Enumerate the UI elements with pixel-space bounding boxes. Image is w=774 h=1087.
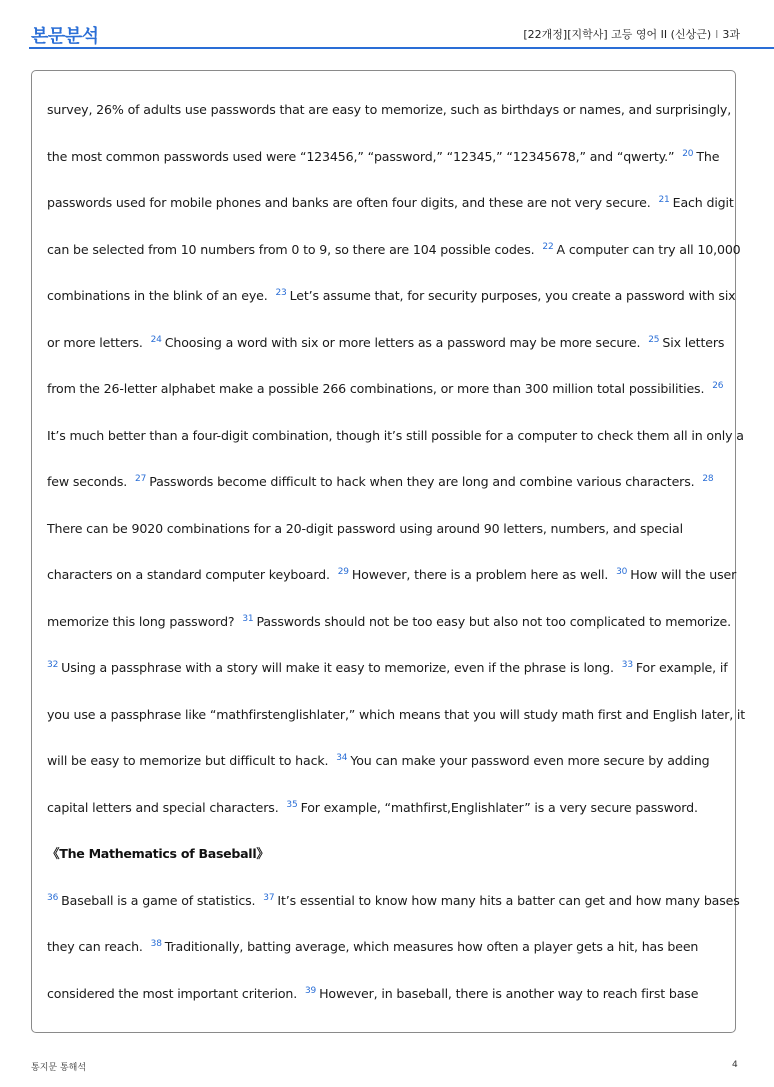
passage-line <box>47 599 731 646</box>
course-info <box>523 26 740 42</box>
sentence-text: You can make your password even more secure by adding <box>350 753 710 768</box>
sentence-text: Choosing a word with six or more letters as a password may be more secure. <box>164 334 645 350</box>
sentence-text: passwords used for mobile phones and banks are often four digits, and these are not very secure. <box>47 195 655 210</box>
sentence-text: the most common passwords used were “123456,” “password,” “12345,” “12345678,” and “qwerty.” <box>47 148 679 164</box>
sentence-text: Baseball is a game of statistics. <box>61 892 260 908</box>
sentence-text: Traditionally, batting average, which measures how often a player gets a hit, has been <box>164 939 699 954</box>
passage-line <box>47 878 740 925</box>
sentence-text: you use a passphrase like “mathfirstenglishlater,” which means that you will study math first and English later, it <box>47 706 746 722</box>
passage-line <box>47 134 721 181</box>
passage-line <box>47 87 732 134</box>
header-separator: I <box>715 28 719 41</box>
sentence-text: There can be 9020 combinations for a 20-digit password using around 90 letters, numbers, and special <box>47 520 683 536</box>
sentence-number: 27 <box>135 474 147 484</box>
sentence-number: 31 <box>242 613 254 624</box>
passage-line <box>47 180 734 227</box>
sentence-text: characters on a standard computer keyboard. <box>47 567 334 582</box>
passage-line <box>47 831 721 878</box>
passage-line <box>47 924 721 971</box>
sentence-number: 29 <box>337 567 349 577</box>
sentence-text: A computer can try all 10,000 <box>556 241 741 257</box>
passage-line <box>47 785 721 832</box>
sentence-text: It’s much better than a four-digit combination, though it’s still possible for a computer to check them all in only a <box>47 427 744 443</box>
sentence-text: combinations in the blink of an eye. <box>47 288 272 303</box>
passage-line <box>47 320 725 367</box>
footer-label: 통지문 통해석 <box>31 1063 87 1073</box>
sentence-number: 33 <box>621 660 633 670</box>
passage-line <box>47 692 746 739</box>
passage-line <box>47 227 741 274</box>
section-subtitle: 《The Mathematics of Baseball》 <box>47 846 269 861</box>
passage-line <box>47 459 721 506</box>
sentence-number: 26 <box>712 381 724 391</box>
sentence-text: they can reach. <box>47 939 147 954</box>
sentence-text: Each digit <box>672 195 734 210</box>
sentence-number: 28 <box>702 474 714 484</box>
sentence-number: 20 <box>682 148 694 159</box>
passage-line <box>47 971 721 1018</box>
sentence-number: 24 <box>150 334 162 345</box>
sentence-text: can be selected from 10 numbers from 0 to 9, so there are 104 possible codes. <box>47 241 539 257</box>
sentence-text: For example, “mathfirst,Englishlater” is a very secure password. <box>300 799 698 815</box>
passage-line <box>47 366 724 413</box>
sentence-text: Six letters <box>662 334 725 350</box>
sentence-text: Using a passphrase with a story will make it easy to memorize, even if the phrase is long. <box>61 660 618 675</box>
passage-line <box>47 738 721 785</box>
sentence-text: Passwords should not be too easy but also not too complicated to memorize. <box>256 613 731 629</box>
passage-line <box>47 506 721 553</box>
sentence-text: How will the user <box>630 567 737 582</box>
sentence-text: will be easy to memorize but difficult to hack. <box>47 753 333 768</box>
passage-line <box>47 552 737 599</box>
sentence-text: It’s essential to know how many hits a batter can get and how many bases <box>277 892 740 908</box>
sentence-text: capital letters and special characters. <box>47 799 283 815</box>
sentence-number: 34 <box>336 753 348 763</box>
sentence-text: considered the most important criterion. <box>47 985 301 1001</box>
sentence-number: 39 <box>304 985 317 996</box>
passage-body <box>47 87 746 1017</box>
sentence-number: 22 <box>542 241 554 252</box>
sentence-number: 32 <box>47 660 59 670</box>
sentence-text: Let’s assume that, for security purposes, you create a password with six <box>289 288 736 303</box>
page-number: 4 <box>732 1060 738 1070</box>
section-title: 본문분석 <box>31 26 99 47</box>
sentence-number: 35 <box>286 799 298 810</box>
sentence-number: 36 <box>47 892 59 903</box>
course-name: [22개정][지학사] 고등 영어 II (신상근) <box>523 28 712 41</box>
sentence-number: 37 <box>263 892 275 903</box>
sentence-number: 21 <box>658 195 670 205</box>
sentence-text: survey, 26% of adults use passwords that are easy to memorize, such as birthdays or names, and surprisingly, <box>47 102 732 117</box>
header-divider <box>29 47 774 49</box>
passage-line <box>47 273 736 320</box>
sentence-text: However, there is a problem here as well. <box>351 567 613 582</box>
sentence-text: or more letters. <box>47 334 147 350</box>
text-panel <box>31 70 746 1033</box>
sentence-text: The <box>696 148 720 164</box>
sentence-text: from the 26-letter alphabet make a possible 266 combinations, or more than 300 million total possibilities. <box>47 381 709 396</box>
sentence-text: memorize this long password? <box>47 613 239 629</box>
sentence-number: 25 <box>648 334 660 345</box>
sentence-number: 23 <box>275 288 287 298</box>
passage-line <box>47 645 728 692</box>
sentence-number: 30 <box>616 567 628 577</box>
sentence-text: However, in baseball, there is another way to reach first base <box>319 985 699 1001</box>
sentence-text: Passwords become difficult to hack when they are long and combine various characters. <box>149 474 699 489</box>
passage-line <box>47 413 744 460</box>
sentence-text: For example, if <box>635 660 728 675</box>
page-header <box>0 0 768 50</box>
sentence-number: 38 <box>150 939 162 949</box>
sentence-text: few seconds. <box>47 474 132 489</box>
lesson-label: 3과 <box>722 28 740 41</box>
